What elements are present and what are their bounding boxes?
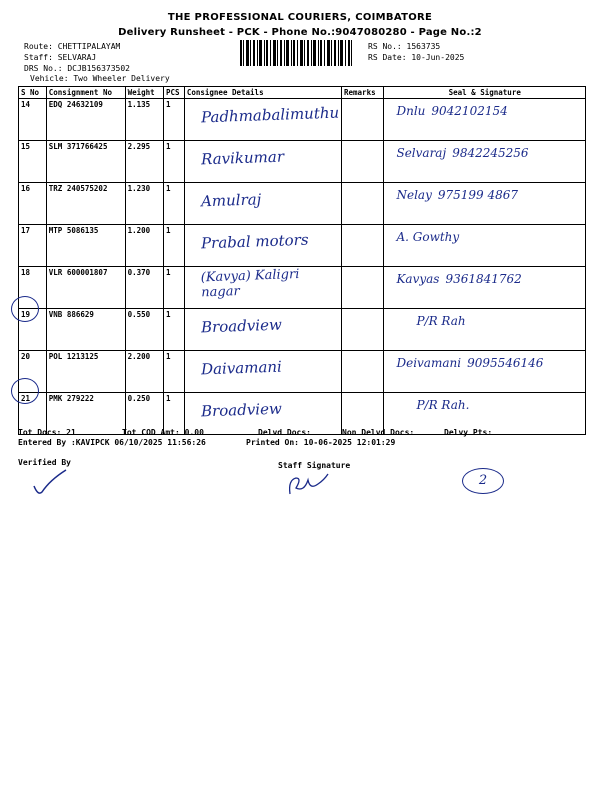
consignee-handwriting: Daivamani	[200, 357, 282, 379]
route-label: Route: CHETTIPALAYAM	[24, 42, 121, 51]
phone-handwriting: 9842245256	[452, 146, 529, 160]
circled-number-mark: 2	[462, 468, 504, 494]
row-consignee	[184, 267, 341, 309]
row-pcs: 1	[164, 141, 185, 183]
row-consignment: TRZ 240575202	[46, 183, 125, 225]
signature-handwriting: Nelay	[396, 188, 432, 202]
row-seal	[384, 351, 586, 393]
printed-on: Printed On: 10-06-2025 12:01:29	[246, 438, 396, 447]
signature-handwriting: P/R Rah	[416, 314, 466, 328]
row-remarks	[342, 267, 384, 309]
consignee-handwriting: Ravikumar	[200, 147, 285, 169]
row-pcs: 1	[164, 99, 185, 141]
row-seal	[384, 141, 586, 183]
consignee-handwriting: Amulraj	[200, 190, 262, 211]
row-pcs: 1	[164, 309, 185, 351]
row-remarks	[342, 141, 384, 183]
col-consignment: Consignment No	[46, 87, 125, 99]
tot-docs: Tot Docs: 21	[18, 428, 76, 437]
table-row	[19, 141, 586, 183]
signature-handwriting: Selvaraj	[396, 146, 447, 160]
row-remarks	[342, 183, 384, 225]
company-title: THE PROFESSIONAL COURIERS, COIMBATORE	[167, 12, 433, 23]
vehicle-label: Vehicle: Two Wheeler Delivery	[30, 74, 170, 83]
signature-handwriting: Deivamani	[396, 356, 462, 370]
consignee-handwriting: Padhmabalimuthu	[200, 103, 340, 127]
row-pcs: 1	[164, 351, 185, 393]
phone-handwriting: 9042102154	[431, 104, 508, 118]
delvd-docs: Delvd Docs:	[258, 428, 311, 437]
rs-date-label: RS Date: 10-Jun-2025	[368, 53, 465, 62]
row-consignment: VNB 886629	[46, 309, 125, 351]
barcode-icon	[240, 40, 352, 66]
row-consignee	[184, 141, 341, 183]
signature-handwriting: P/R Rah.	[416, 398, 470, 412]
rs-no-label: RS No.: 1563735	[368, 42, 441, 51]
row-pcs: 1	[164, 393, 185, 435]
signature-handwriting: Kavyas	[396, 272, 440, 286]
row-remarks	[342, 351, 384, 393]
col-pcs: PCS	[164, 87, 185, 99]
row-seal	[384, 225, 586, 267]
row-remarks	[342, 225, 384, 267]
verified-tick-icon	[30, 468, 70, 498]
drs-label: DRS No.: DCJB156373502	[24, 64, 130, 73]
table-row	[19, 309, 586, 351]
row-consignment: PMK 279222	[46, 393, 125, 435]
row-consignee	[184, 225, 341, 267]
row-pcs: 1	[164, 267, 185, 309]
staff-label: Staff: SELVARAJ	[24, 53, 97, 62]
row-remarks	[342, 99, 384, 141]
tot-cod-amt: Tot COD Amt: 0.00	[122, 428, 204, 437]
staff-signature-label: Staff Signature	[278, 461, 351, 470]
row-weight: 2.295	[125, 141, 163, 183]
runsheet-subtitle: Delivery Runsheet - PCK - Phone No.:9047080280 - Page No.:2	[118, 27, 482, 38]
consignee-handwriting: Broadview	[200, 315, 282, 337]
runsheet-table	[18, 86, 586, 435]
row-pcs: 1	[164, 225, 185, 267]
row-consignee	[184, 351, 341, 393]
row-weight: 1.230	[125, 183, 163, 225]
row-seal	[384, 309, 586, 351]
row-consignment: MTP 5086135	[46, 225, 125, 267]
row-consignee	[184, 183, 341, 225]
circle-mark-icon	[11, 378, 39, 404]
table-row	[19, 267, 586, 309]
col-seal-signature: Seal & Signature	[384, 87, 586, 99]
table-header-row	[19, 87, 586, 99]
signature-handwriting: A. Gowthy	[396, 230, 460, 244]
row-sno: 16	[19, 183, 47, 225]
row-weight: 1.200	[125, 225, 163, 267]
row-weight: 0.550	[125, 309, 163, 351]
row-consignee	[184, 99, 341, 141]
row-seal	[384, 99, 586, 141]
row-remarks	[342, 309, 384, 351]
col-sno: S No	[19, 87, 47, 99]
row-sno: 14	[19, 99, 47, 141]
table-row	[19, 351, 586, 393]
row-weight: 2.200	[125, 351, 163, 393]
row-sno: 17	[19, 225, 47, 267]
col-remarks: Remarks	[342, 87, 384, 99]
row-consignment: EDQ 24632109	[46, 99, 125, 141]
table-row	[19, 183, 586, 225]
staff-signature-scribble-icon	[284, 470, 334, 500]
table-row	[19, 225, 586, 267]
row-weight: 0.370	[125, 267, 163, 309]
row-consignment: VLR 600001807	[46, 267, 125, 309]
phone-handwriting: 9095546146	[467, 356, 544, 370]
row-sno: 21	[19, 393, 47, 435]
col-consignee-details: Consignee Details	[184, 87, 341, 99]
row-sno: 19	[19, 309, 47, 351]
non-delvd-docs: Non Delvd Docs:	[342, 428, 415, 437]
row-sno: 18	[19, 267, 47, 309]
row-weight: 0.250	[125, 393, 163, 435]
consignee-handwriting: (Kavya) Kaligri nagar	[200, 266, 300, 301]
row-sno: 15	[19, 141, 47, 183]
row-seal	[384, 267, 586, 309]
delvy-pts: Delvy Pts:	[444, 428, 493, 437]
row-sno: 20	[19, 351, 47, 393]
row-consignment: SLM 371766425	[46, 141, 125, 183]
entered-by: Entered By :KAVIPCK 06/10/2025 11:56:26	[18, 438, 206, 447]
row-weight: 1.135	[125, 99, 163, 141]
consignee-handwriting: Broadview	[200, 399, 282, 421]
phone-handwriting: 9361841762	[445, 272, 522, 286]
consignee-handwriting: Prabal motors	[200, 230, 309, 253]
signature-handwriting: Dnlu	[396, 104, 426, 118]
row-consignment: POL 1213125	[46, 351, 125, 393]
row-consignee	[184, 309, 341, 351]
row-seal	[384, 183, 586, 225]
col-weight: Weight	[125, 87, 163, 99]
circle-mark-icon	[11, 296, 39, 322]
verified-by-label: Verified By	[18, 458, 71, 467]
row-pcs: 1	[164, 183, 185, 225]
phone-handwriting: 975199 4867	[437, 188, 519, 202]
table-row	[19, 99, 586, 141]
